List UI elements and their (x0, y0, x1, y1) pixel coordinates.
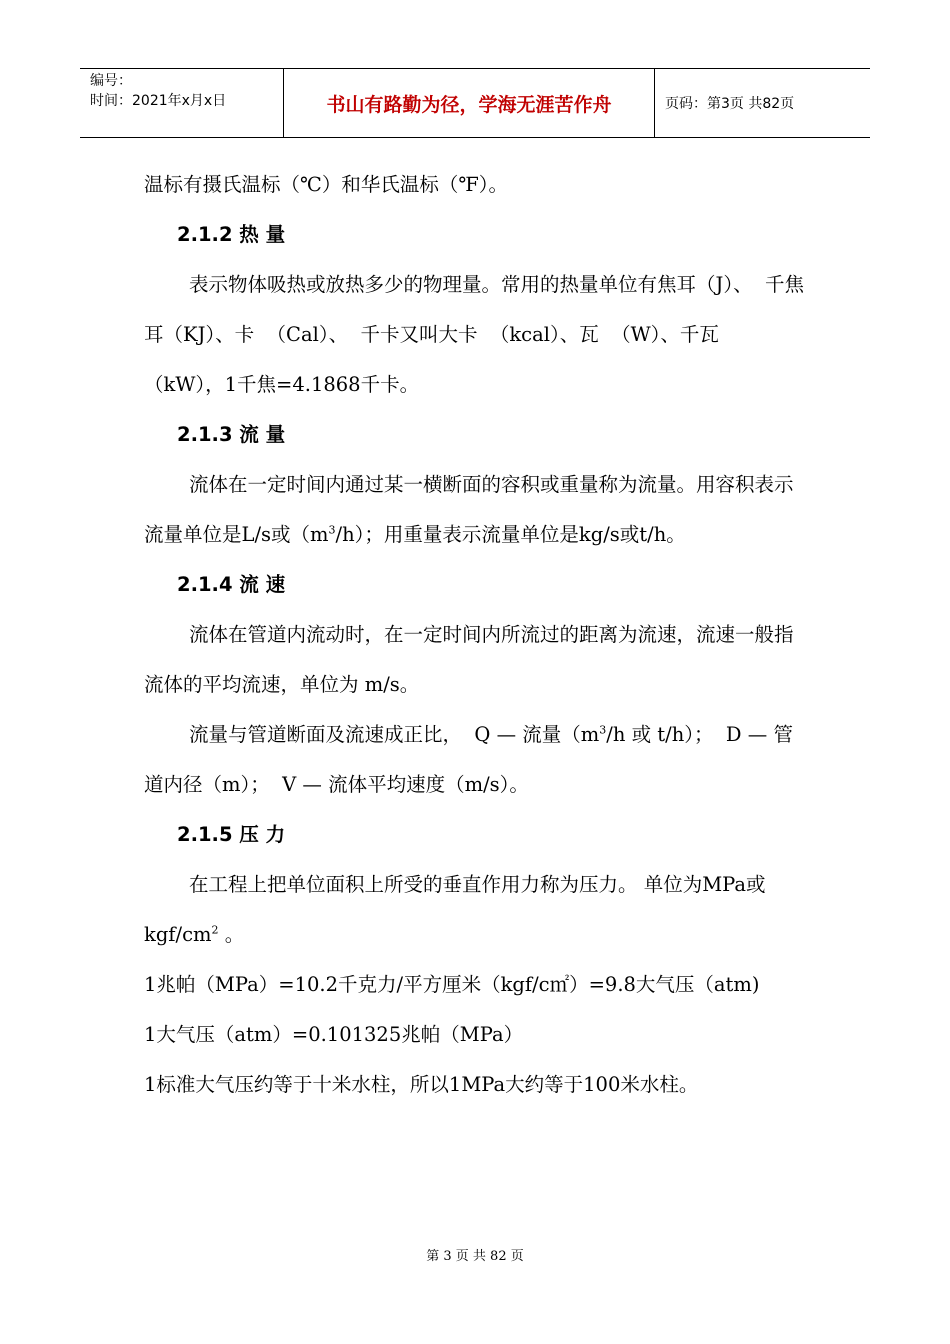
paragraph (144, 710, 809, 810)
text-run: /h）；用重量表示流量单位是kg/s或t/h。 (335, 523, 686, 546)
superscript: 3 (328, 523, 336, 537)
header-motto-cell (283, 69, 655, 137)
text-run: 流体在一定时间内通过某一横断面的容积或重量称为流量。用容积表示流量单位是L/s或（m (144, 473, 794, 546)
paragraph (144, 460, 809, 560)
paragraph: 温标有摄氏温标（℃）和华氏温标（℉）。 (144, 173, 508, 196)
page-header (80, 68, 870, 138)
paragraph: 1标准大气压约等于十米水柱，所以1MPa大约等于100米水柱。 (144, 1073, 699, 1096)
superscript: 2 (211, 923, 219, 937)
text-run: 流量与管道断面及流速成正比， Q — 流量（m (189, 723, 600, 746)
superscript: 3 (599, 723, 607, 737)
paragraph: 1大气压（atm）=0.101325兆帕（MPa） (144, 1023, 524, 1046)
section-heading: 2.1.3 流 量 (177, 423, 286, 446)
header-page-label: 页码：第3页 共82页 (665, 96, 795, 112)
paragraph (144, 860, 809, 960)
text-run: /h 或 t/h）； D — 管道内径（m）； V — 流体平均速度（m/s）。 (144, 723, 793, 796)
paragraph: 流体在管道内流动时，在一定时间内所流过的距离为流速，流速一般指流体的平均流速，单位为 m/s。 (144, 623, 794, 696)
date-label: 时间：2021年x月x日 (90, 93, 227, 109)
paragraph: 表示物体吸热或放热多少的物理量。常用的热量单位有焦耳（J）、 千焦耳（KJ）、卡 （Cal）、 千卡又叫大卡 （kcal）、瓦 （W）、千瓦 （kW），1千焦=4.1868千卡。 (144, 273, 804, 396)
text-run: 在工程上把单位面积上所受的垂直作用力称为压力。 单位为MPa或kgf/cm (144, 873, 766, 946)
section-heading: 2.1.5 压 力 (177, 823, 286, 846)
header-page-cell (655, 69, 870, 137)
header-motto: 书山有路勤为径，学海无涯苦作舟 (326, 93, 612, 116)
footer-page-number: 第 3 页 共 82 页 (426, 1249, 524, 1264)
section-heading: 2.1.2 热 量 (177, 223, 286, 246)
header-info (80, 69, 283, 137)
page-footer (0, 1245, 950, 1264)
paragraph: 1兆帕（MPa）=10.2千克力/平方厘米（kgf/c㎡）=9.8大气压（atm) (144, 973, 760, 996)
document-body (144, 160, 809, 1110)
number-label: 编号： (90, 73, 132, 89)
section-heading: 2.1.4 流 速 (177, 573, 286, 596)
text-run: 。 (218, 923, 245, 946)
